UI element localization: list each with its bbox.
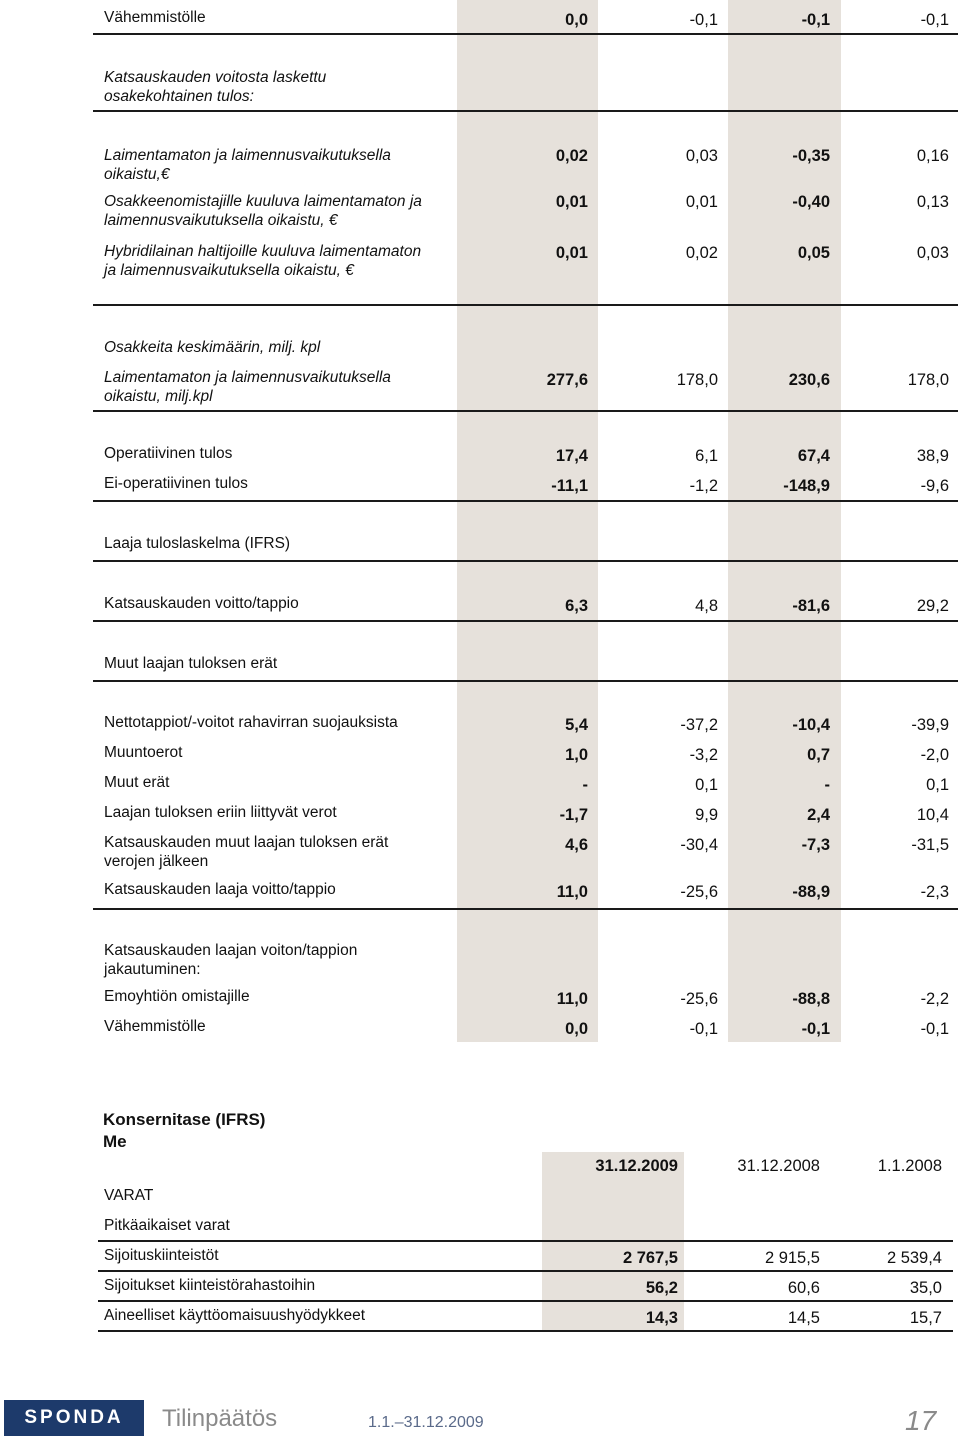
row-label: Emoyhtiön omistajille bbox=[104, 988, 250, 1005]
cell-value: 10,4 bbox=[916, 806, 949, 824]
cell-value: 0,01 bbox=[555, 193, 588, 211]
cell-value: 0,02 bbox=[685, 244, 718, 262]
row-label: Katsauskauden laaja voitto/tappio bbox=[104, 881, 336, 898]
row-label: Katsauskauden voitosta laskettu osakekohtainen tulos: bbox=[104, 69, 327, 105]
cell-value: -39,9 bbox=[911, 716, 949, 734]
cell-value: -148,9 bbox=[783, 477, 830, 495]
row-label: Operatiivinen tulos bbox=[104, 445, 233, 462]
balance-unit: Me bbox=[103, 1132, 127, 1151]
cell-value: -1,2 bbox=[689, 477, 718, 495]
row-divider bbox=[93, 680, 958, 682]
cell-value: 0,0 bbox=[565, 1020, 588, 1038]
row-label: Muut erät bbox=[104, 774, 170, 791]
row-label: Nettotappiot/-voitot rahavirran suojauksista bbox=[104, 714, 398, 731]
cell-value: 4,8 bbox=[695, 597, 718, 615]
cell-value: -30,4 bbox=[680, 836, 718, 854]
cell-value: 2 767,5 bbox=[622, 1249, 678, 1267]
row-label: Hybridilainan haltijoille kuuluva laimentamaton ja laimennusvaikutuksella oikaistu, € bbox=[104, 243, 422, 279]
cell-value: -37,2 bbox=[680, 716, 718, 734]
cell-value: 0,1 bbox=[926, 776, 949, 794]
sponda-logo: SPONDA bbox=[4, 1400, 144, 1436]
row-label: Ei-operatiivinen tulos bbox=[104, 475, 248, 492]
row-label: Osakkeita keskimäärin, milj. kpl bbox=[104, 339, 321, 356]
cell-value: -2,2 bbox=[920, 990, 949, 1008]
cell-value: 0,03 bbox=[916, 244, 949, 262]
row-divider bbox=[93, 620, 958, 622]
cell-value: 5,4 bbox=[565, 716, 588, 734]
cell-value: 2 539,4 bbox=[886, 1249, 942, 1267]
cell-value: 17,4 bbox=[555, 447, 588, 465]
row-label: Vähemmistölle bbox=[104, 9, 206, 26]
cell-value: 35,0 bbox=[909, 1279, 942, 1297]
row-divider bbox=[93, 908, 958, 910]
cell-value: 0,03 bbox=[685, 147, 718, 165]
row-divider bbox=[98, 1240, 953, 1242]
cell-value: - bbox=[824, 776, 830, 794]
cell-value: 277,6 bbox=[546, 371, 588, 389]
row-label: Laaja tuloslaskelma (IFRS) bbox=[104, 535, 291, 552]
row-label: Laajan tuloksen eriin liittyvät verot bbox=[104, 804, 337, 821]
cell-value: -0,1 bbox=[689, 1020, 718, 1038]
row-label: Katsauskauden voitto/tappio bbox=[104, 595, 299, 612]
cell-value: -0,1 bbox=[920, 1020, 949, 1038]
cell-value: 2,4 bbox=[807, 806, 830, 824]
cell-value: 9,9 bbox=[695, 806, 718, 824]
cell-value: -25,6 bbox=[680, 883, 718, 901]
cell-value: -0,1 bbox=[689, 11, 718, 29]
cell-value: 11,0 bbox=[556, 883, 588, 901]
cell-value: 38,9 bbox=[916, 447, 949, 465]
cell-value: 67,4 bbox=[797, 447, 830, 465]
cell-value: -88,8 bbox=[792, 990, 830, 1008]
cell-value: -25,6 bbox=[680, 990, 718, 1008]
cell-value: 14,5 bbox=[787, 1309, 820, 1327]
cell-value: -10,4 bbox=[792, 716, 830, 734]
page-number: 17 bbox=[905, 1405, 937, 1436]
cell-value: -0,40 bbox=[792, 193, 830, 211]
row-label: Laimentamaton ja laimennusvaikutuksella oikaistu,€ bbox=[104, 147, 391, 183]
cell-value: 6,1 bbox=[695, 447, 718, 465]
column-header: 1.1.2008 bbox=[877, 1157, 942, 1175]
row-label: Katsauskauden laajan voiton/tappion jakautuminen: bbox=[104, 942, 358, 978]
cell-value: -7,3 bbox=[801, 836, 830, 854]
cell-value: -2,0 bbox=[920, 746, 949, 764]
cell-value: -0,1 bbox=[801, 1020, 830, 1038]
row-label: Laimentamaton ja laimennusvaikutuksella oikaistu, milj.kpl bbox=[104, 369, 391, 405]
row-label: Muut laajan tuloksen erät bbox=[104, 655, 278, 672]
footer-title: Tilinpäätös bbox=[162, 1405, 278, 1432]
cell-value: 230,6 bbox=[788, 371, 830, 389]
cell-value: 15,7 bbox=[909, 1309, 942, 1327]
cell-value: 0,1 bbox=[695, 776, 718, 794]
cell-value: -1,7 bbox=[559, 806, 588, 824]
row-divider bbox=[93, 410, 958, 412]
row-label: Pitkäaikaiset varat bbox=[104, 1217, 230, 1234]
cell-value: 60,6 bbox=[787, 1279, 820, 1297]
row-label: VARAT bbox=[104, 1187, 154, 1204]
row-divider bbox=[93, 110, 958, 112]
row-divider bbox=[93, 33, 958, 35]
cell-value: 178,0 bbox=[907, 371, 949, 389]
cell-value: 11,0 bbox=[556, 990, 588, 1008]
column-header: 31.12.2009 bbox=[595, 1157, 678, 1175]
cell-value: 0,05 bbox=[797, 244, 830, 262]
cell-value: -9,6 bbox=[920, 477, 949, 495]
cell-value: 178,0 bbox=[676, 371, 718, 389]
cell-value: 0,01 bbox=[685, 193, 718, 211]
column-header: 31.12.2008 bbox=[737, 1157, 820, 1175]
row-divider bbox=[98, 1300, 953, 1302]
cell-value: 56,2 bbox=[645, 1279, 678, 1297]
cell-value: 4,6 bbox=[565, 836, 588, 854]
row-divider bbox=[98, 1330, 953, 1332]
cell-value: -31,5 bbox=[911, 836, 949, 854]
footer-period: 1.1.–31.12.2009 bbox=[368, 1414, 484, 1431]
cell-value: 0,02 bbox=[555, 147, 588, 165]
cell-value: 0,0 bbox=[565, 11, 588, 29]
cell-value: 14,3 bbox=[645, 1309, 678, 1327]
row-divider bbox=[98, 1270, 953, 1272]
column-shade-balance-current bbox=[542, 1152, 684, 1332]
cell-value: -0,1 bbox=[801, 11, 830, 29]
cell-value: 0,7 bbox=[807, 746, 830, 764]
row-label: Katsauskauden muut laajan tuloksen erät verojen jälkeen bbox=[104, 834, 389, 870]
cell-value: - bbox=[582, 776, 588, 794]
cell-value: -2,3 bbox=[920, 883, 949, 901]
cell-value: -88,9 bbox=[792, 883, 830, 901]
row-label: Sijoituskiinteistöt bbox=[104, 1247, 219, 1264]
cell-value: -81,6 bbox=[792, 597, 830, 615]
cell-value: 2 915,5 bbox=[764, 1249, 820, 1267]
cell-value: 29,2 bbox=[916, 597, 949, 615]
row-label: Vähemmistölle bbox=[104, 1018, 206, 1035]
row-divider bbox=[93, 560, 958, 562]
cell-value: -0,1 bbox=[920, 11, 949, 29]
row-label: Muuntoerot bbox=[104, 744, 183, 761]
row-label: Sijoitukset kiinteistörahastoihin bbox=[104, 1277, 316, 1294]
balance-title: Konsernitase (IFRS) bbox=[103, 1110, 266, 1129]
cell-value: -0,35 bbox=[792, 147, 830, 165]
cell-value: -3,2 bbox=[689, 746, 718, 764]
row-divider bbox=[93, 500, 958, 502]
cell-value: 0,01 bbox=[555, 244, 588, 262]
row-divider bbox=[93, 304, 958, 306]
cell-value: -11,1 bbox=[551, 477, 588, 495]
row-label: Osakkeenomistajille kuuluva laimentamaton ja laimennusvaikutuksella oikaistu, € bbox=[104, 193, 422, 229]
cell-value: 1,0 bbox=[565, 746, 588, 764]
cell-value: 6,3 bbox=[565, 597, 588, 615]
cell-value: 0,13 bbox=[916, 193, 949, 211]
row-label: Aineelliset käyttöomaisuushyödykkeet bbox=[104, 1307, 366, 1324]
cell-value: 0,16 bbox=[916, 147, 949, 165]
